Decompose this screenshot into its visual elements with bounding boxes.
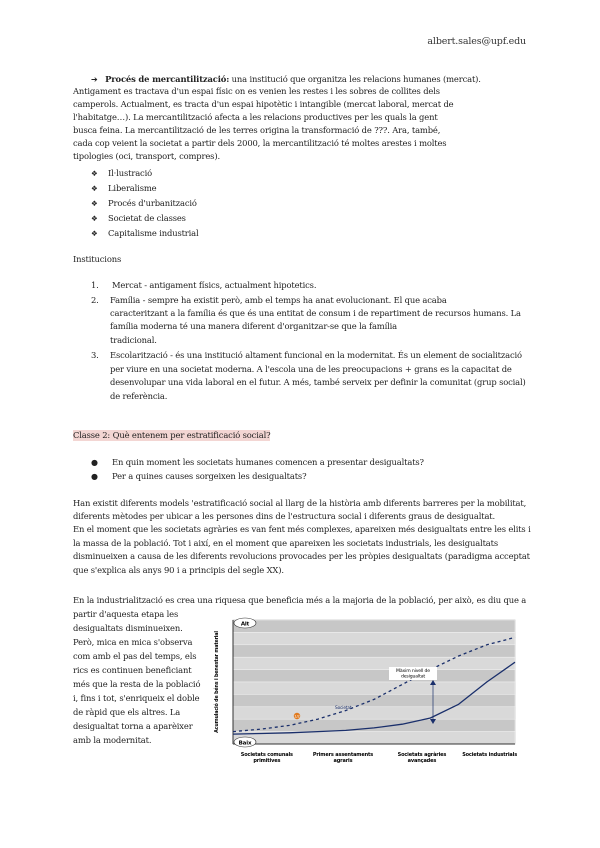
- mercantil-line: camperols. Actualment, es tracta d'un espai hipotètic i intangible (mercat laboral, mercat de: [73, 99, 454, 109]
- list-item: ❖ Societat de classes: [91, 213, 186, 223]
- institucio-line: tradicional.: [110, 335, 157, 345]
- mercantil-line: l'habitatge…). La mercantilització afecta a les relacions productives per les quals la gent: [73, 112, 438, 122]
- diamond-bullet-icon: ❖: [91, 214, 98, 223]
- para1-line: disminueixen a causa de les diferents revolucions provocades per les pròpies desigualtats (paradigma acceptat: [73, 551, 530, 561]
- para1-line: la massa de la població. Tot i així, en el moment que apareixen les societats industrials, les desigualtats: [73, 538, 499, 548]
- list-item: ❖ Liberalisme: [91, 183, 157, 193]
- inequality-chart: [209, 612, 521, 778]
- x-tick-labels: [241, 751, 517, 764]
- diamond-bullet-icon: ❖: [91, 169, 98, 178]
- institucio-line: Escolarització - és una institució altament funcional en la modernitat. És un element de socialització: [110, 350, 522, 360]
- grid-band: [233, 719, 515, 731]
- para2-line: Però, mica en mica s'observa: [73, 637, 193, 647]
- diamond-bullet-icon: ❖: [91, 229, 98, 238]
- para2-line: més que la resta de la població: [73, 679, 201, 689]
- mercantil-heading-line: [91, 74, 481, 85]
- para2-line: com amb el pas del temps, els: [73, 651, 197, 661]
- institucio-number: 3.: [91, 350, 99, 360]
- question-item: ● Per a quines causes sorgeixen les desigualtats?: [91, 471, 307, 481]
- para1-line: diferents mètodes per ubicar a les persones dins de l'estructura social i diferents graus de desigualtat.: [73, 511, 496, 521]
- para1-line: que s'explica als anys 90 i a principis del segle XX).: [73, 565, 284, 575]
- diamond-bullet-icon: ❖: [91, 199, 98, 208]
- institucio-number: 1.: [91, 280, 99, 290]
- list-item: ❖ Procés d'urbanització: [91, 198, 197, 208]
- mercantil-line: Antigament es tractava d'un espai físic on es venien les restes i les sobres de collites dels: [73, 86, 440, 96]
- y-axis-label: Acumulació de béns i benestar material: [215, 631, 220, 733]
- para2-line: partir d'aquesta etapa les: [73, 609, 179, 619]
- x-tick-label: Primers assentaments agraris: [312, 752, 374, 764]
- annotation-societat: Societat: [335, 706, 352, 711]
- institucio-line: de referència.: [110, 391, 168, 401]
- bullet-icon: ●: [91, 458, 98, 467]
- grid-band: [233, 645, 515, 657]
- para2-line: rics es continuen beneficiant: [73, 665, 192, 675]
- institucio-line: desenvolupar una vida laboral en el futur. A més, també serveix per definir la comunitat (grup social): [110, 377, 526, 387]
- list-item: ❖ Capitalisme industrial: [91, 228, 199, 238]
- institucio-line: família moderna té una manera diferent d'organitzar-se que la família: [110, 321, 398, 331]
- para2-line: amb la modernitat.: [73, 735, 152, 745]
- arrow-icon: ➔: [91, 75, 98, 84]
- institucio-line: Família - sempre ha existit però, amb el temps ha anat evolucionant. El que acaba: [110, 295, 447, 305]
- bullet-icon: ●: [91, 472, 98, 481]
- question-item: ● En quin moment les societats humanes comencen a presentar desigualtats?: [91, 457, 424, 467]
- institucio-line: Mercat - antigament físics, actualment hipotetics.: [112, 280, 317, 290]
- list-item: ❖ Il·lustració: [91, 168, 152, 178]
- y-bottom-label: Baix: [238, 740, 252, 747]
- para2-line: desigualtat torna a aparèixer: [73, 721, 193, 731]
- mercantil-line: busca feina. La mercantilització de les terres origina la transformació de ???. Ara, també,: [73, 125, 441, 135]
- mercantil-line: tipologies (oci, transport, compres).: [73, 151, 220, 161]
- para2-line: i, fins i tot, s'enriqueix el doble: [73, 693, 200, 703]
- diamond-bullet-icon: ❖: [91, 184, 98, 193]
- mercantil-title: Procés de mercantilització:: [105, 74, 230, 84]
- grid-band: [233, 620, 515, 632]
- para2-first-line: En la industrialització es crea una riquesa que beneficia més a la majoria de la població, per això, es diu que a: [73, 595, 527, 605]
- mercantil-line: cada cop veient la societat a partir dels 2000, la mercantilització té moltes arestes i moltes: [73, 138, 447, 148]
- author-email: albert.sales@upf.edu: [427, 36, 526, 47]
- grid-band: [233, 632, 515, 644]
- x-tick-label: Societats industrials: [462, 752, 518, 758]
- institucio-line: caracteritzant a la família és que és una entitat de consum i de repartiment de recursos humans. La: [110, 308, 521, 318]
- grid-band: [233, 657, 515, 669]
- para1-line: En el moment que les societats agràries es van fent més complexes, apareixen més desigualtats entre les elits i: [73, 524, 531, 534]
- annotation-max-inequality: Màxim nivell de desigualtat: [396, 669, 430, 680]
- classe2-heading: Classe 2: Què entenem per estratificació social?: [73, 430, 271, 440]
- institucio-number: 2.: [91, 295, 99, 305]
- x-tick-label: Societats agràries avançades: [397, 752, 447, 764]
- para2-line: de ràpid que els altres. La: [73, 707, 181, 717]
- para1-line: Han existit diferents models 'estratificació social al llarg de la història amb diferents barreres per la mobilitat,: [73, 498, 527, 508]
- institucio-line: per viure en una societat moderna. A l'escola una de les preocupacions + grans es la capacitat de: [110, 364, 512, 374]
- grid-band: [233, 670, 515, 682]
- mercantil-title-rest: una institució que organitza les relacions humanes (mercat).: [229, 74, 481, 84]
- y-top-label: Alt: [240, 621, 250, 628]
- x-tick-label: Societats comunals primitives: [240, 752, 293, 764]
- marker-label: 1/2: [294, 714, 300, 719]
- grid-band: [233, 707, 515, 719]
- grid-band: [233, 694, 515, 706]
- grid-bands: [233, 620, 515, 744]
- para2-line: desigualtats disminueixen.: [73, 623, 183, 633]
- institucions-title: Institucions: [73, 254, 122, 264]
